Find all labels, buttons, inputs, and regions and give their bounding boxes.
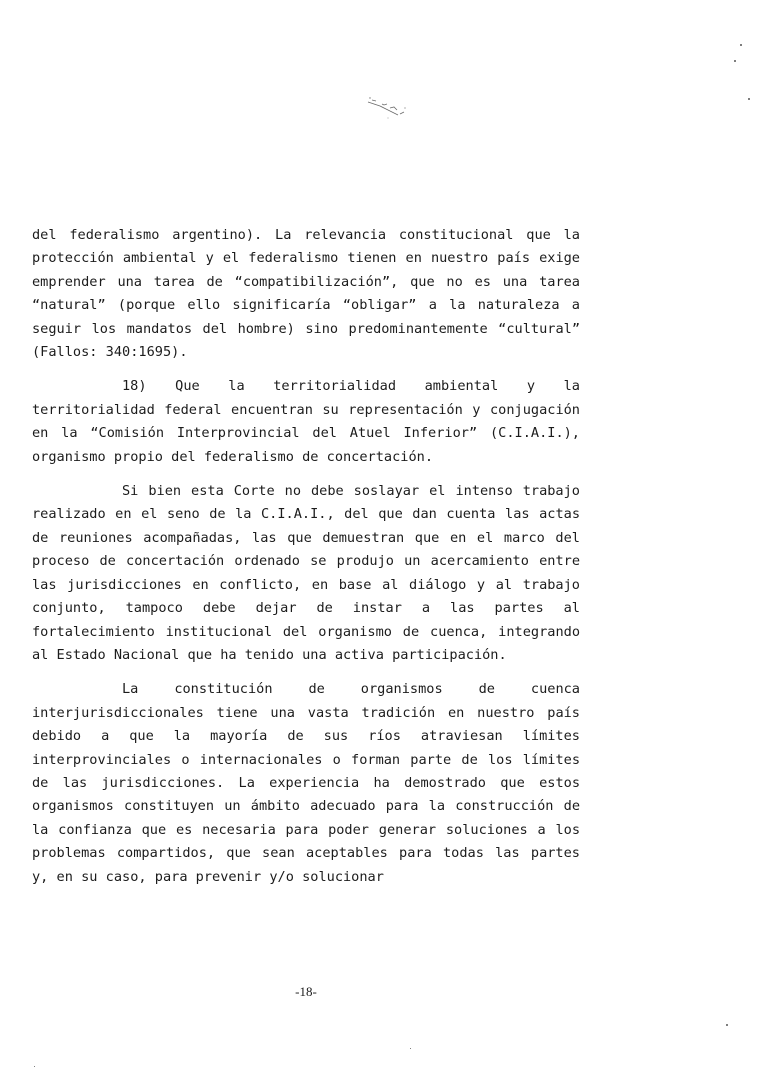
scan-speck bbox=[734, 60, 736, 62]
scan-speck bbox=[410, 1048, 411, 1049]
scan-speck bbox=[748, 98, 750, 100]
paragraph: del federalismo argentino). La relevancia constitucional que la protección ambiental y el federalismo tienen en nuestro país exige emprender una tarea de “compatibilización”, que no es una tarea “natural” (porque ello significaría “obligar” a la naturaleza a seguir los mandatos del hombre) sino predominantemente “cultural” (Fallos: 340:1695). bbox=[32, 227, 580, 361]
scan-speck bbox=[34, 1066, 35, 1067]
document-body bbox=[32, 224, 580, 889]
paragraph: 18) Que la territorialidad ambiental y la territorialidad federal encuentran su representación y conjugación en la “Comisión Interprovincial del Atuel Inferior” (C.I.A.I.), organismo propio del federalismo de concertación. bbox=[32, 378, 580, 465]
scan-speck bbox=[740, 44, 742, 46]
paragraph: La constitución de organismos de cuenca interjurisdiccionales tiene una vasta tradición en nuestro país debido a que la mayoría de sus ríos atraviesan límites interprovinciales o internacionales o forman parte de los límites de las jurisdicciones. La experiencia ha demostrado que estos organismos constituyen un ámbito adecuado para la construcción de la confianza que es necesaria para poder generar soluciones a los problemas compartidos, que sean aceptables para todas las partes y, en su caso, para prevenir y/o solucionar bbox=[32, 681, 580, 885]
paragraph: Si bien esta Corte no debe soslayar el intenso trabajo realizado en el seno de la C.I.A.I., del que dan cuenta las actas de reuniones acompañadas, las que demuestran que en el marco del proceso de concertación ordenado se produjo un acercamiento entre las jurisdicciones en conflicto, en base al diálogo y al trabajo conjunto, tampoco debe dejar de instar a las partes al fortalecimiento institucional del organismo de cuenca, integrando al Estado Nacional que ha tenido una activa participación. bbox=[32, 483, 580, 663]
page-number: -18- bbox=[295, 984, 317, 999]
scan-artifact-mark bbox=[360, 88, 420, 128]
scan-speck bbox=[726, 1024, 728, 1026]
